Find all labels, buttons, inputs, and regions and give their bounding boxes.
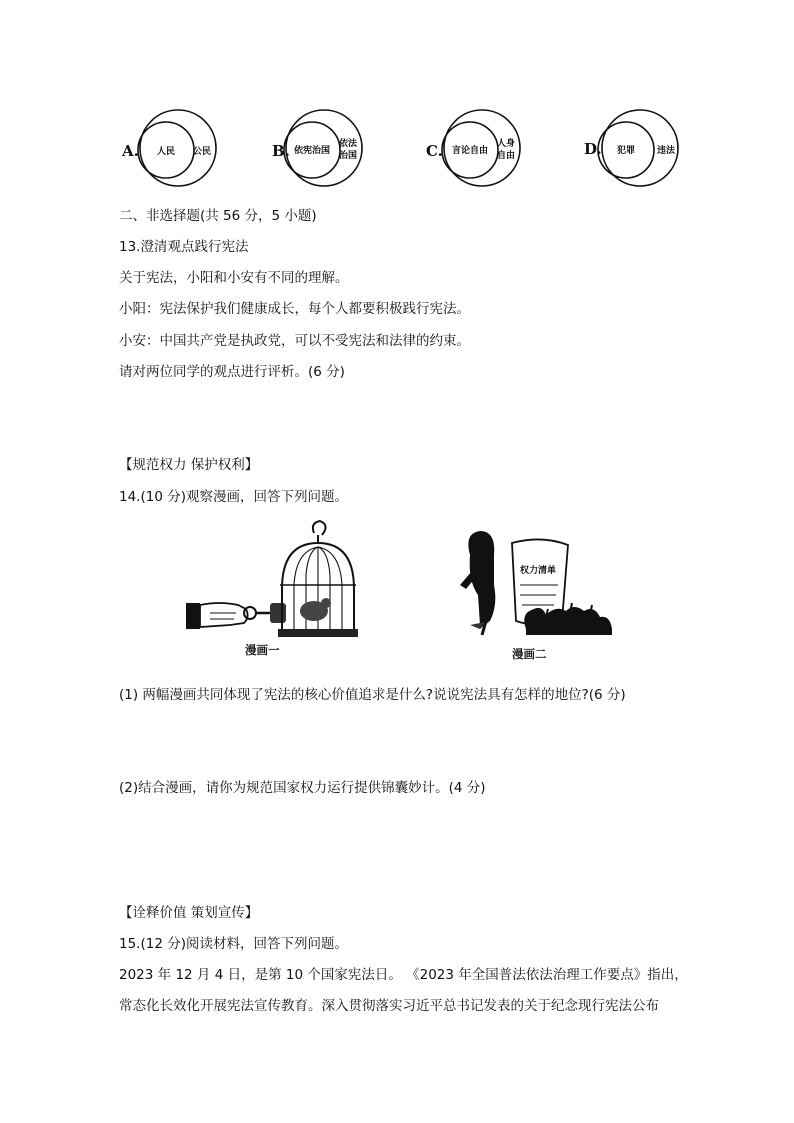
power-list-sign: 权力清单 xyxy=(519,566,557,576)
venn-diagram-d xyxy=(582,108,682,188)
option-d xyxy=(582,108,682,188)
venn-diagram-c xyxy=(424,108,524,188)
section-heading-value: 【诠释价值 策划宣传】 xyxy=(119,905,259,921)
q13-xiaoyang: 小阳：宪法保护我们健康成长，每个人都要积极践行宪法。 xyxy=(119,301,470,317)
outer-label-line2: 自由 xyxy=(496,151,516,161)
option-letter: A. xyxy=(122,142,139,160)
q14-subquestion-1: (1) 两幅漫画共同体现了宪法的核心价值追求是什么?说说宪法具有怎样的地位?(6 分) xyxy=(119,687,626,703)
venn-diagram-a xyxy=(120,108,220,188)
inner-label: 依宪治国 xyxy=(293,146,331,156)
outer-label: 违法 xyxy=(656,146,676,156)
venn-diagram-b xyxy=(270,108,370,188)
option-letter: D. xyxy=(584,140,602,158)
cartoon-2-caption: 漫画二 xyxy=(512,647,547,661)
q13-xiaoan: 小安：中国共产党是执政党，可以不受宪法和法律的约束。 xyxy=(119,333,470,349)
q13-intro: 关于宪法，小阳和小安有不同的理解。 xyxy=(119,270,349,286)
cartoon-2-image xyxy=(450,525,620,655)
option-a xyxy=(120,108,220,188)
option-letter: B. xyxy=(272,142,290,160)
inner-label: 犯罪 xyxy=(616,146,636,156)
section-heading: 二、非选择题(共 56 分，5 小题) xyxy=(119,208,317,224)
outer-label-line1: 依法 xyxy=(338,139,358,149)
q13-ask: 请对两位同学的观点进行评析。(6 分) xyxy=(119,364,345,380)
inner-label: 言论自由 xyxy=(451,146,489,156)
outer-label-line1: 人身 xyxy=(496,139,516,149)
outer-label-line2: 治国 xyxy=(338,151,358,161)
q14-subquestion-2: (2)结合漫画，请你为规范国家权力运行提供锦囊妙计。(4 分) xyxy=(119,780,486,796)
q15-material-line-1: 2023 年 12 月 4 日，是第 10 个国家宪法日。 《2023 年全国普法依法治理工作要点》指出， xyxy=(119,967,688,983)
option-letter: C. xyxy=(426,142,443,160)
q14-title: 14.(10 分)观察漫画，回答下列问题。 xyxy=(119,489,348,505)
outer-label: 公民 xyxy=(192,147,212,157)
option-c xyxy=(424,108,524,188)
section-heading-rights: 【规范权力 保护权利】 xyxy=(119,457,259,473)
option-b xyxy=(270,108,370,188)
cartoon-1-caption: 漫画一 xyxy=(245,643,280,657)
inner-label: 人民 xyxy=(156,147,176,157)
q15-material-line-2: 常态化长效化开展宪法宣传教育。深入贯彻落实习近平总书记发表的关于纪念现行宪法公布 xyxy=(119,998,659,1014)
q13-title: 13.澄清观点践行宪法 xyxy=(119,239,249,255)
q15-title: 15.(12 分)阅读材料，回答下列问题。 xyxy=(119,936,348,952)
